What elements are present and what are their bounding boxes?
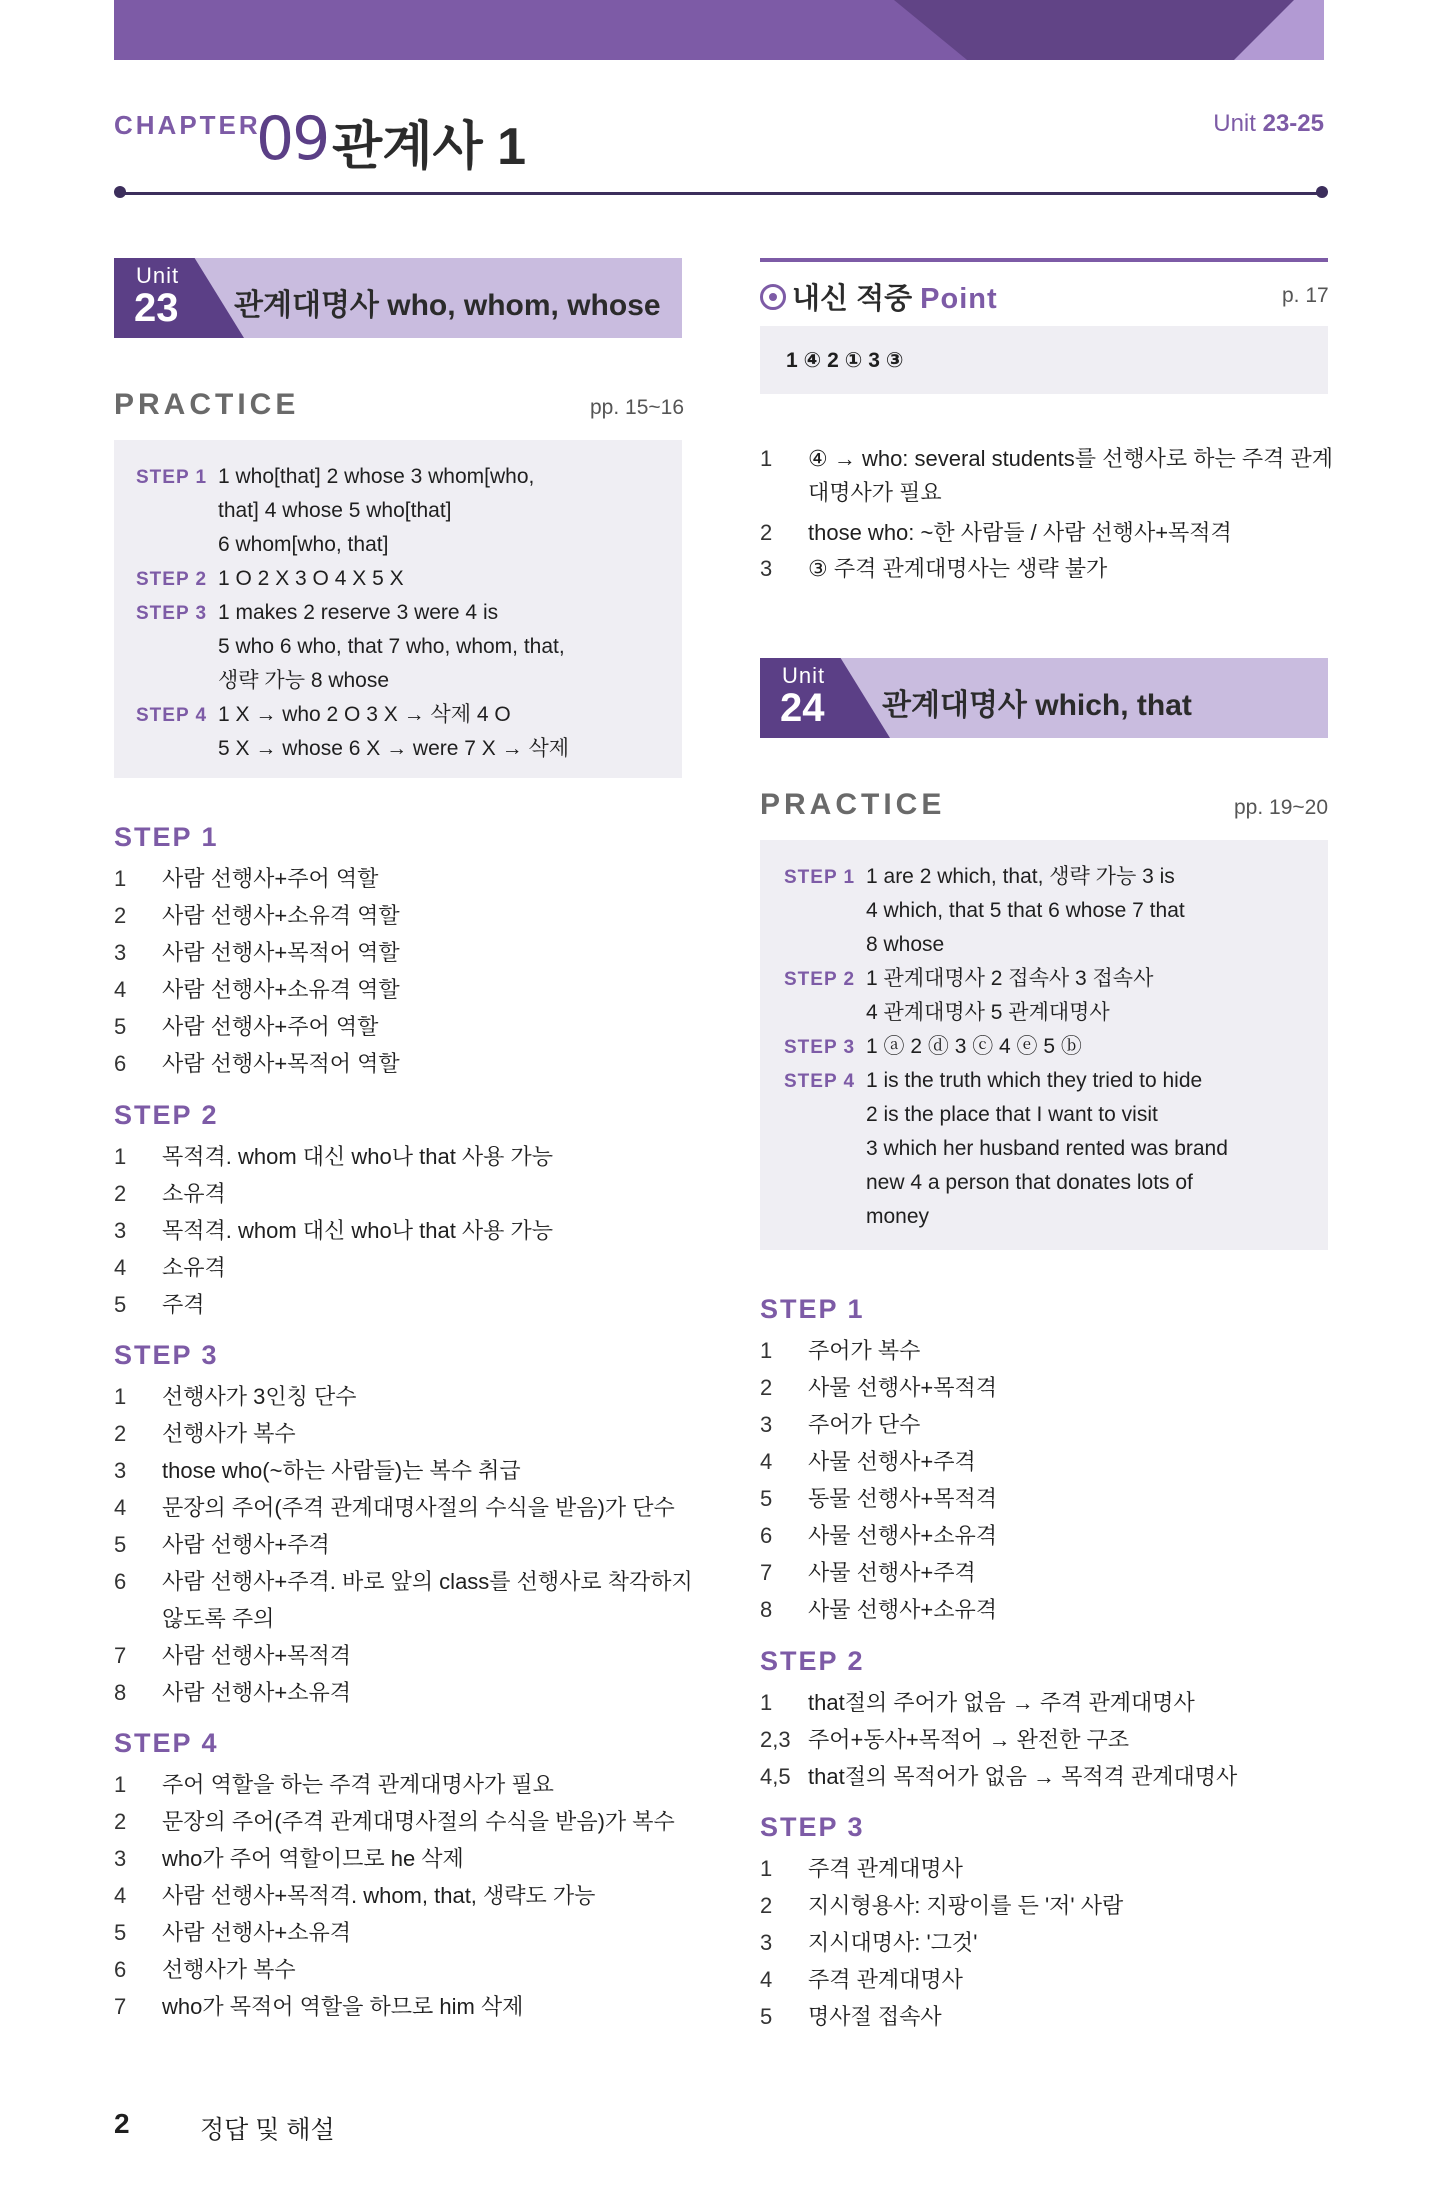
unit-title: 관계대명사 which, that bbox=[882, 689, 1192, 722]
item-text: 않도록 주의 bbox=[162, 1606, 275, 1631]
answer-line: 5 who 6 who, that 7 who, whom, that, bbox=[218, 635, 565, 658]
item-text: 지시대명사: '그것' bbox=[808, 1930, 978, 1955]
item-number: 3 bbox=[760, 556, 773, 581]
item-number: 4 bbox=[114, 977, 127, 1002]
item-text: ③ 주격 관계대명사는 생략 불가 bbox=[808, 556, 1108, 581]
answer-line: money bbox=[866, 1205, 930, 1228]
item-text: 사람 선행사+주격 bbox=[162, 1532, 330, 1557]
explanation-item bbox=[114, 942, 400, 964]
explanation-item bbox=[114, 1294, 205, 1316]
item-text: that절의 목적어가 없음 → 목적격 관계대명사 bbox=[808, 1764, 1238, 1789]
point-title bbox=[760, 276, 998, 317]
explanation-item bbox=[114, 1220, 553, 1242]
item-text: 사람 선행사+소유격 bbox=[162, 1920, 351, 1945]
item-number: 7 bbox=[114, 1643, 127, 1668]
item-number: 6 bbox=[114, 1569, 127, 1594]
answer-line: 생략 가능 8 whose bbox=[218, 669, 390, 692]
answer-line: 3 which her husband rented was brand bbox=[866, 1137, 1228, 1160]
explanation-item bbox=[114, 1423, 296, 1445]
chapter-label: CHAPTER bbox=[114, 110, 261, 140]
explanation-item bbox=[760, 1340, 920, 1362]
item-text: 사람 선행사+주어 역할 bbox=[162, 1014, 379, 1039]
target-icon bbox=[760, 284, 786, 310]
answer-line: 4 관계대명사 5 관계대명사 bbox=[866, 1001, 1110, 1024]
answer-step-label: STEP 2 bbox=[784, 969, 856, 990]
explanation-item bbox=[114, 1811, 675, 1833]
explanation-item bbox=[760, 1692, 1195, 1714]
answer-step-label: STEP 3 bbox=[784, 1037, 856, 1058]
item-number: 2 bbox=[760, 1375, 773, 1400]
explanation-item bbox=[760, 1766, 1237, 1788]
answer-line: new 4 a person that donates lots of bbox=[866, 1171, 1193, 1194]
section-heading: STEP 3 bbox=[114, 1340, 219, 1370]
explanation-item bbox=[114, 1996, 523, 2018]
unit-range-value: 23-25 bbox=[1262, 110, 1324, 137]
item-text: 지시형용사: 지팡이를 든 '저' 사람 bbox=[808, 1893, 1124, 1918]
item-text: 목적격. whom 대신 who나 that 사용 가능 bbox=[162, 1144, 554, 1169]
explanation-item bbox=[760, 1858, 963, 1880]
rule-dot-left bbox=[114, 186, 126, 198]
item-text: 사람 선행사+목적격. whom, that, 생략도 가능 bbox=[162, 1883, 596, 1908]
top-banner bbox=[114, 0, 1324, 60]
answer-line: 1 X → who 2 O 3 X → 삭제 4 O bbox=[218, 703, 511, 726]
answer-line: 1 makes 2 reserve 3 were 4 is bbox=[218, 601, 499, 624]
item-text: that절의 주어가 없음 → 주격 관계대명사 bbox=[808, 1690, 1195, 1715]
item-text: those who: ~한 사람들 / 사람 선행사+목적격 bbox=[808, 520, 1232, 545]
answer-line: that] 4 whose 5 who[that] bbox=[218, 499, 452, 522]
answer-line: 8 whose bbox=[866, 933, 945, 956]
section-heading: STEP 4 bbox=[114, 1728, 219, 1758]
item-number: 3 bbox=[114, 1218, 127, 1243]
item-text: 주격 관계대명사 bbox=[808, 1967, 963, 1992]
rule-dot-right bbox=[1316, 186, 1328, 198]
item-text: 주격 관계대명사 bbox=[808, 1856, 963, 1881]
explanation-item bbox=[114, 1257, 226, 1279]
answer-line: 1 관계대명사 2 접속사 3 접속사 bbox=[866, 967, 1154, 990]
item-text: those who(~하는 사람들)는 복수 취급 bbox=[162, 1458, 521, 1483]
explanation-item bbox=[114, 1959, 296, 1981]
section-heading: STEP 2 bbox=[114, 1100, 219, 1130]
explanation-item bbox=[760, 1969, 963, 1991]
explanation-item bbox=[114, 1682, 351, 1704]
unit-label: Unit bbox=[136, 263, 180, 288]
answer-step-label: STEP 1 bbox=[784, 867, 856, 888]
item-text: 주어+동사+목적어 → 완전한 구조 bbox=[808, 1727, 1130, 1752]
answer-step-label: STEP 4 bbox=[136, 705, 208, 726]
answer-line: 1 who[that] 2 whose 3 whom[who, bbox=[218, 465, 535, 488]
item-text: 사람 선행사+목적어 역할 bbox=[162, 940, 400, 965]
item-number: 4 bbox=[114, 1255, 127, 1280]
item-text: ④ → who: several students를 선행사로 하는 주격 관계 bbox=[808, 446, 1333, 471]
explanation-item bbox=[114, 1460, 521, 1482]
explanation-item bbox=[114, 1922, 351, 1944]
section-heading: STEP 3 bbox=[760, 1812, 865, 1842]
item-number: 2 bbox=[114, 1421, 127, 1446]
item-number: 4 bbox=[114, 1495, 127, 1520]
section-heading: STEP 1 bbox=[114, 822, 219, 852]
item-text: 사람 선행사+목적어 역할 bbox=[162, 1051, 400, 1076]
point-item bbox=[760, 522, 1232, 544]
item-text: 사물 선행사+소유격 bbox=[808, 1523, 997, 1548]
item-number: 3 bbox=[114, 940, 127, 965]
item-text: 선행사가 복수 bbox=[162, 1421, 296, 1446]
item-text: 사람 선행사+주어 역할 bbox=[162, 866, 379, 891]
item-text: 소유격 bbox=[162, 1181, 226, 1206]
explanation-item bbox=[114, 1183, 226, 1205]
answer-step-label: STEP 3 bbox=[136, 603, 208, 624]
explanation-item bbox=[760, 1525, 997, 1547]
item-text: 선행사가 3인칭 단수 bbox=[162, 1384, 357, 1409]
item-number: 1 bbox=[114, 1144, 127, 1169]
item-number: 6 bbox=[760, 1523, 773, 1548]
explanation-item bbox=[114, 1146, 553, 1168]
explanation-item bbox=[760, 1932, 977, 1954]
answer-line: 1 is the truth which they tried to hide bbox=[866, 1069, 1203, 1092]
answer-step-label: STEP 4 bbox=[784, 1071, 856, 1092]
item-number: 4,5 bbox=[760, 1764, 791, 1789]
unit-range-prefix: Unit bbox=[1213, 110, 1263, 137]
item-text: 동물 선행사+목적격 bbox=[808, 1486, 997, 1511]
item-number: 4 bbox=[760, 1449, 773, 1474]
item-text: 소유격 bbox=[162, 1255, 226, 1280]
item-text: 사람 선행사+목적격 bbox=[162, 1643, 351, 1668]
point-item bbox=[760, 448, 1333, 470]
item-number: 1 bbox=[760, 1338, 773, 1363]
explanation-item bbox=[114, 1534, 330, 1556]
item-number: 2 bbox=[760, 520, 773, 545]
explanation-item bbox=[114, 905, 400, 927]
practice-label: PRACTICE bbox=[760, 788, 946, 821]
explanation-item bbox=[760, 1562, 976, 1584]
chapter-title: 관계사 1 bbox=[332, 118, 527, 176]
point-item bbox=[760, 558, 1107, 580]
item-number: 1 bbox=[760, 446, 773, 471]
item-number: 1 bbox=[114, 866, 127, 891]
item-number: 7 bbox=[114, 1994, 127, 2019]
explanation-item bbox=[114, 1848, 464, 1870]
item-number: 2,3 bbox=[760, 1727, 791, 1752]
item-number: 4 bbox=[114, 1883, 127, 1908]
item-number: 3 bbox=[760, 1930, 773, 1955]
item-text: 사물 선행사+목적격 bbox=[808, 1375, 997, 1400]
item-text: 선행사가 복수 bbox=[162, 1957, 296, 1982]
answer-step-label: STEP 2 bbox=[136, 569, 208, 590]
item-number: 3 bbox=[114, 1846, 127, 1871]
answer-line: 2 is the place that I want to visit bbox=[866, 1103, 1158, 1126]
item-number: 2 bbox=[114, 1809, 127, 1834]
item-text: 주격 bbox=[162, 1292, 205, 1317]
item-text: 대명사가 필요 bbox=[808, 480, 942, 505]
item-text: 문장의 주어(주격 관계대명사절의 수식을 받음)가 단수 bbox=[162, 1495, 675, 1520]
point-page: p. 17 bbox=[1282, 284, 1329, 307]
answer-line: 5 X → whose 6 X → were 7 X → 삭제 bbox=[218, 737, 570, 760]
item-text: 사람 선행사+소유격 역할 bbox=[162, 903, 400, 928]
item-number: 1 bbox=[760, 1856, 773, 1881]
point-title-text: 내신 적중 bbox=[792, 283, 921, 315]
explanation-item bbox=[760, 1599, 997, 1621]
item-number: 8 bbox=[760, 1597, 773, 1622]
item-number: 6 bbox=[114, 1051, 127, 1076]
explanation-item bbox=[114, 979, 400, 1001]
explanation-item bbox=[114, 1571, 693, 1593]
answer-line: 6 whom[who, that] bbox=[218, 533, 389, 556]
chapter-number: 09 bbox=[256, 104, 329, 174]
footer-text: 정답 및 해설 bbox=[200, 2116, 335, 2144]
explanation-item bbox=[114, 868, 378, 890]
explanation-item bbox=[114, 1885, 595, 1907]
point-title-accent: Point bbox=[920, 283, 998, 315]
item-text: 사물 선행사+주격 bbox=[808, 1449, 976, 1474]
explanation-item bbox=[760, 1451, 976, 1473]
explanation-item bbox=[114, 1497, 675, 1519]
unit-label: Unit bbox=[782, 663, 826, 688]
item-number: 2 bbox=[114, 903, 127, 928]
unit24-header bbox=[760, 658, 1328, 738]
item-text: 명사절 접속사 bbox=[808, 2004, 942, 2029]
unit-range bbox=[1213, 110, 1324, 138]
answer-line: 1 are 2 which, that, 생략 가능 3 is bbox=[866, 865, 1175, 888]
item-text: who가 주어 역할이므로 he 삭제 bbox=[162, 1846, 464, 1871]
item-number: 5 bbox=[114, 1532, 127, 1557]
unit-number: 23 bbox=[134, 286, 179, 330]
item-number: 2 bbox=[760, 1893, 773, 1918]
page-number: 2 bbox=[114, 2108, 130, 2139]
item-text: 목적격. whom 대신 who나 that 사용 가능 bbox=[162, 1218, 554, 1243]
item-text: 사람 선행사+주격. 바로 앞의 class를 선행사로 착각하지 bbox=[162, 1569, 693, 1594]
explanation-item bbox=[760, 1488, 997, 1510]
item-number: 5 bbox=[114, 1292, 127, 1317]
item-text: 사물 선행사+소유격 bbox=[808, 1597, 997, 1622]
explanation-item bbox=[760, 1895, 1123, 1917]
practice-pages: pp. 19~20 bbox=[1234, 796, 1329, 819]
item-number: 3 bbox=[114, 1458, 127, 1483]
item-text: 사물 선행사+주격 bbox=[808, 1560, 976, 1585]
explanation-item bbox=[114, 1386, 356, 1408]
point-item bbox=[760, 482, 942, 504]
explanation-item bbox=[760, 1414, 920, 1436]
item-text: who가 목적어 역할을 하므로 him 삭제 bbox=[162, 1994, 524, 2019]
practice-pages: pp. 15~16 bbox=[590, 396, 685, 419]
unit23-header bbox=[114, 258, 682, 338]
item-number: 4 bbox=[760, 1967, 773, 1992]
answer-line: 1 O 2 X 3 O 4 X 5 X bbox=[218, 567, 404, 590]
point-answers: 1 ④ 2 ① 3 ③ bbox=[786, 349, 904, 372]
item-text: 사람 선행사+소유격 bbox=[162, 1680, 351, 1705]
item-number: 8 bbox=[114, 1680, 127, 1705]
item-text: 주어가 단수 bbox=[808, 1412, 921, 1437]
item-number: 3 bbox=[760, 1412, 773, 1437]
item-number: 1 bbox=[760, 1690, 773, 1715]
item-number: 5 bbox=[760, 1486, 773, 1511]
item-text: 사람 선행사+소유격 역할 bbox=[162, 977, 400, 1002]
item-number: 5 bbox=[760, 2004, 773, 2029]
item-text: 문장의 주어(주격 관계대명사절의 수식을 받음)가 복수 bbox=[162, 1809, 675, 1834]
item-number: 5 bbox=[114, 1920, 127, 1945]
answer-line: 4 which, that 5 that 6 whose 7 that bbox=[866, 899, 1185, 922]
explanation-item bbox=[114, 1645, 351, 1667]
item-number: 1 bbox=[114, 1772, 127, 1797]
explanation-item bbox=[114, 1016, 378, 1038]
practice-label: PRACTICE bbox=[114, 388, 300, 421]
item-text: 주어가 복수 bbox=[808, 1338, 921, 1363]
item-text: 주어 역할을 하는 주격 관계대명사가 필요 bbox=[162, 1772, 554, 1797]
explanation-item bbox=[760, 2006, 942, 2028]
answer-line: 1 ⓐ 2 ⓓ 3 ⓒ 4 ⓔ 5 ⓑ bbox=[866, 1035, 1082, 1058]
header-rule bbox=[120, 192, 1320, 195]
section-heading: STEP 1 bbox=[760, 1294, 865, 1324]
section-heading: STEP 2 bbox=[760, 1646, 865, 1676]
unit-title: 관계대명사 who, whom, whose bbox=[234, 289, 661, 322]
explanation-item bbox=[114, 1053, 400, 1075]
item-number: 7 bbox=[760, 1560, 773, 1585]
answer-step-label: STEP 1 bbox=[136, 467, 208, 488]
explanation-item bbox=[114, 1774, 554, 1796]
explanation-item bbox=[760, 1729, 1129, 1751]
explanation-item bbox=[760, 1377, 997, 1399]
unit-number: 24 bbox=[780, 686, 825, 730]
explanation-item bbox=[114, 1608, 274, 1630]
item-number: 5 bbox=[114, 1014, 127, 1039]
item-number: 6 bbox=[114, 1957, 127, 1982]
point-rule bbox=[760, 258, 1328, 262]
item-number: 2 bbox=[114, 1181, 127, 1206]
item-number: 1 bbox=[114, 1384, 127, 1409]
